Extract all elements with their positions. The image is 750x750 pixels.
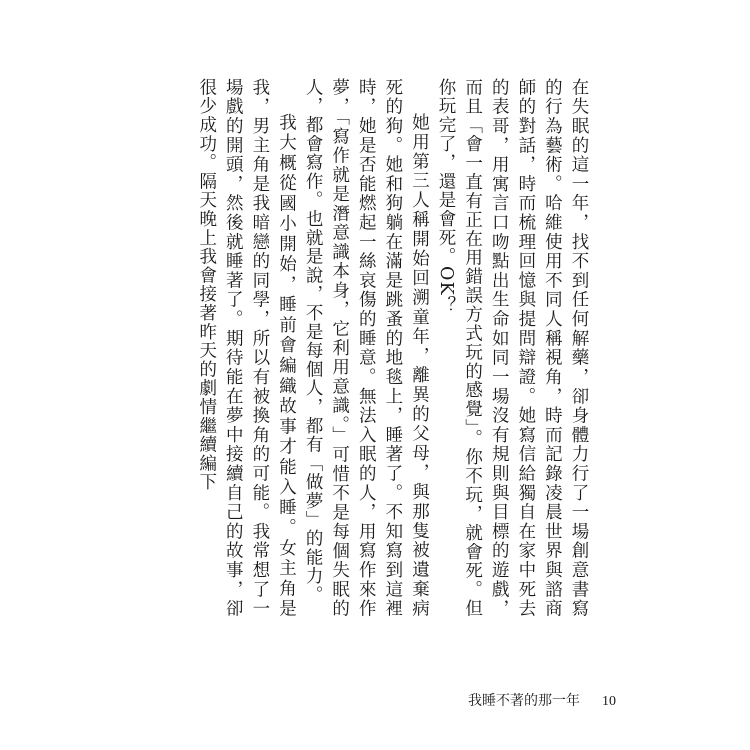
page-footer <box>468 690 616 710</box>
paragraph-3: 我大概從國小開始，睡前會編織故事才能入睡。女主角是我，男主角是我暗戀的同學，所以有被換角的可能。我常想了一場戲的開頭，然後就睡著了。期待能在夢中接續自己的故事，卻很少成功。隔天晚上我會接著昨天的劇情繼續編下 <box>196 78 297 618</box>
paragraph-1: 在失眠的這一年，找不到任何解藥，卻身體力行了一場創意書寫的行為藝術。哈維使用不同人稱視角，時而記錄凌晨世界與諮商師的對話，時而梳理回憶與提問辯證。她寫信給獨自在家中死去的表哥，用寓言口吻點出生命如同一場沒有規則與目標的遊戲，而且「會一直有正在用錯誤方式玩的感覺」。你不玩，就會死。但你玩完了，還是會死。OK？ <box>436 78 589 618</box>
body-text <box>193 78 592 618</box>
running-title: 我睡不著的那一年 <box>468 693 580 709</box>
paragraph-2: 她用第三人稱開始回溯童年，離異的父母，與那隻被遺棄病死的狗。她和狗躺在滿是跳蚤的地毯上，睡著了。不知寫到這裡時，她是否能燃起一絲哀傷的睡意。無法入眠的人，用寫作來作夢，「寫作就是潛意識本身，它利用意識。」可惜不是每個失眠的人，都會寫作。也就是說，不是每個人，都有「做夢」的能力。 <box>303 78 430 618</box>
page-number: 10 <box>602 694 616 709</box>
